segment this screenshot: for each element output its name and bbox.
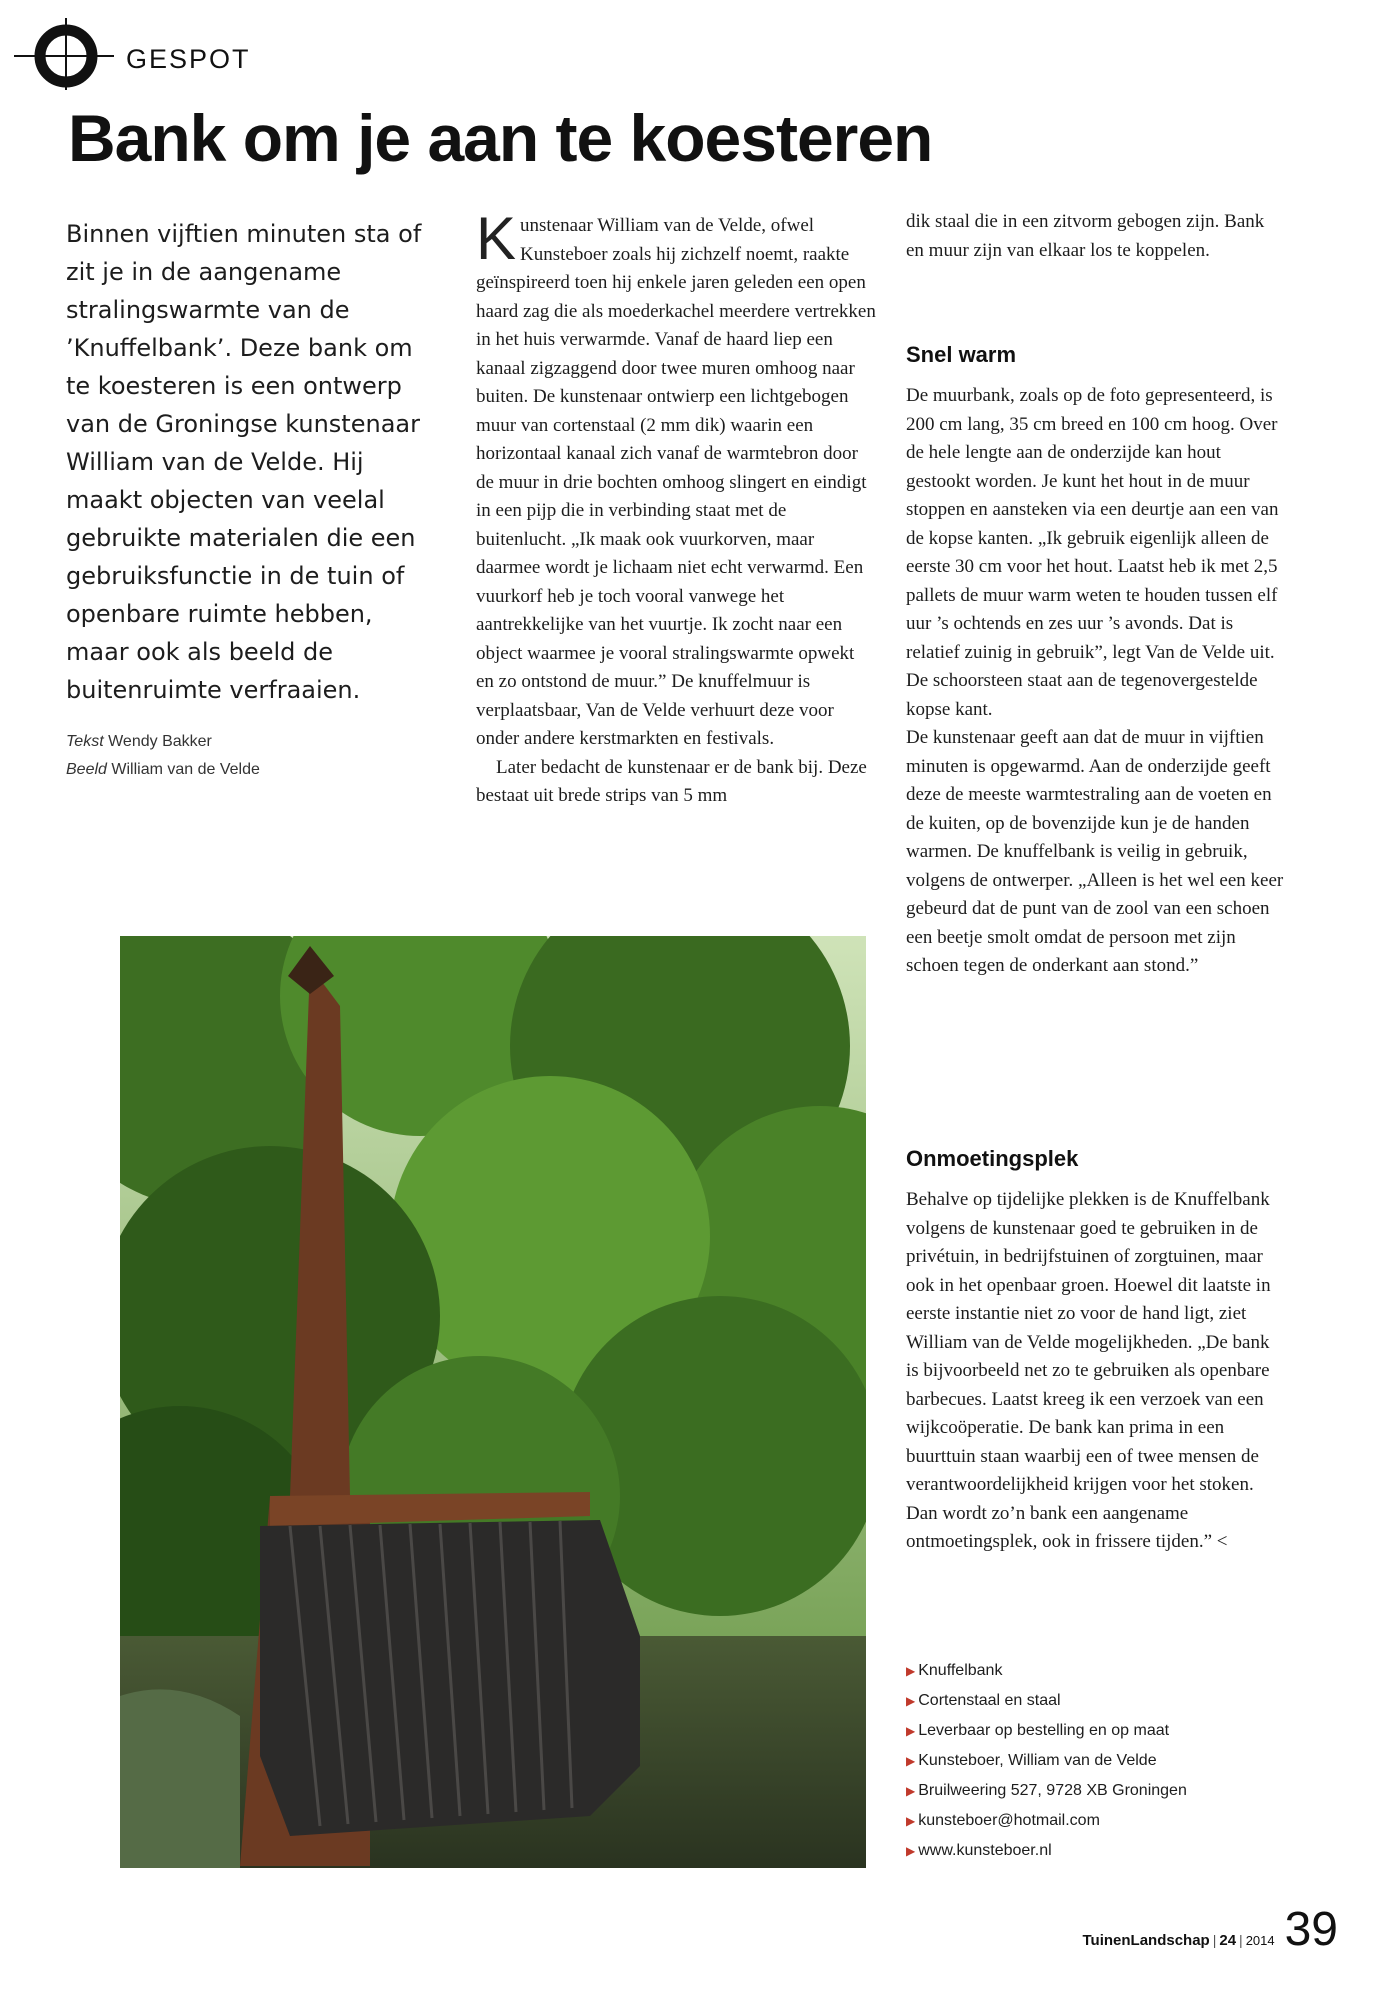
credit-text: Tekst Wendy Bakker: [66, 733, 212, 750]
body-paragraph: dik staal die in een zitvorm gebogen zijn. Bank en muur zijn van elkaar los te koppelen.: [906, 211, 1265, 261]
triangle-bullet-icon: ▶: [906, 1694, 916, 1708]
email-link[interactable]: kunsteboer@hotmail.com: [918, 1812, 1100, 1829]
drop-cap: K: [476, 205, 517, 272]
knuffelbank-photo-image: [120, 936, 866, 1868]
triangle-bullet-icon: ▶: [906, 1724, 916, 1738]
body-paragraph: De muurbank, zoals op de foto gepresenteerd, is 200 cm lang, 35 cm breed en 100 cm hoog. Over de hele lengte aan de onderzijde kan hout gestookt worden. Je kunt het hout in de muur stoppen en aansteken via een deurtje aan een van de kopse kanten. „Ik gebruik eigenlijk alleen de eerste 30 cm voor het hout. Laatst heb ik met 2,5 pallets de muur warm weten te houden tussen elf uur ’s ochtends en zes uur ’s avonds. Dat is relatief zuinig in gebruik”, legt Van de Velde uit. De schoorsteen staat aan de tegenovergestelde kopse kant.: [906, 385, 1279, 720]
article-title: Bank om je aan te koesteren: [68, 101, 933, 175]
triangle-bullet-icon: ▶: [906, 1664, 916, 1678]
list-item: ▶ Leverbaar op bestelling en op maat: [906, 1722, 1170, 1739]
bench-photo: [120, 936, 866, 1868]
list-item[interactable]: [906, 1836, 1187, 1866]
list-item[interactable]: [906, 1806, 1187, 1836]
list-item: ▶ Knuffelbank: [906, 1662, 1003, 1679]
body-column-2: [476, 205, 876, 811]
triangle-bullet-icon: ▶: [906, 1754, 916, 1768]
triangle-bullet-icon: ▶: [906, 1784, 916, 1798]
website-link[interactable]: www.kunsteboer.nl: [918, 1842, 1052, 1859]
triangle-bullet-icon: ▶: [906, 1814, 916, 1828]
magazine-name: TuinenLandschap: [1082, 1932, 1210, 1949]
list-item: ▶ Cortenstaal en staal: [906, 1692, 1061, 1709]
body-paragraph: Kunstenaar William van de Velde, ofwel Kunsteboer zoals hij zichzelf noemt, raakte geïnspireerd toen hij enkele jaren geleden een open haard zag die als moederkachel meerdere vertrekken in het huis verwarmde. Vanaf de haard liep een kanaal zigzaggend door twee muren omhoog naar buiten. De kunstenaar ontwierp een lichtgebogen muur van cortenstaal (2 mm dik) waarin een horizontaal kanaal zich vanaf de warmtebron door de muur in drie bochten omhoog slingert en eindigt in een pijp die in verbinding staat met de buitenlucht. „Ik maak ook vuurkorven, maar daarmee wordt je lichaam niet echt verwarmd. Een vuurkorf heb je toch vooral vanwege het aantrekkelijke van het vuurtje. Ik zocht naar een object waarmee je vooral stralingswarmte opwekt en zo ontstond de muur.” De knuffelmuur is verplaatsbaar, Van de Velde verhuurt deze voor onder andere kerstmarkten en festivals.: [476, 205, 876, 749]
crosshair-logo-icon: [14, 18, 124, 90]
subheading-onmoetingsplek: Onmoetingsplek: [906, 1146, 1079, 1171]
body-paragraph: Behalve op tijdelijke plekken is de Knuffelbank volgens de kunstenaar goed te gebruiken in de privétuin, in bedrijfstuinen of zorgtuinen, maar ook in het openbaar groen. Hoewel dit laatste in eerste instantie niet zo voor de hand ligt, ziet William van de Velde mogelijkheden. „De bank is bijvoorbeeld net zo te gebruiken als openbare barbecues. Laatst kreeg ik een verzoek van een wijkcoöperatie. De bank kan prima in een buurttuin staan waarbij een of twee mensen de verantwoordelijkheid krijgen voor het stoken. Dan wordt zo’n bank een aangename ontmoetingsplek, ook in frissere tijden.” <: [906, 1189, 1271, 1552]
body-paragraph: De kunstenaar geeft aan dat de muur in vijftien minuten is opgewarmd. Aan de onderzijde geeft deze de meeste warmtestraling aan de voeten en de kuiten, op de bovenzijde kun je de handen warmen. De knuffelbank is veilig in gebruik, volgens de ontwerper. „Alleen is het wel een keer gebeurd dat de punt van de zool van een schoen een beetje smolt omdat de persoon met zijn schoen tegen de onderkant aan stond.”: [906, 727, 1284, 976]
article-intro: Binnen vijftien minuten sta of zit je in de aangename stralingswarmte van de ’Knuffelbank’. Deze bank om te koesteren is een ontwerp van de Groningse kunstenaar William van de Velde. Hij maakt objecten van veelal gebruikte materialen die een gebruiksfunctie in de tuin of openbare ruimte hebben, maar ook als beeld de buitenruimte verfraaien.: [66, 220, 422, 704]
body-column-3-middle: [906, 382, 1286, 981]
section-marker: [14, 18, 251, 90]
list-item: ▶ Kunsteboer, William van de Velde: [906, 1752, 1157, 1769]
list-item: ▶ Bruilweering 527, 9728 XB Groningen: [906, 1782, 1187, 1799]
page-number: 39: [1284, 1903, 1338, 1956]
issue-number: 24: [1219, 1932, 1237, 1949]
subheading-snel-warm: Snel warm: [906, 342, 1017, 367]
fact-list: [906, 1656, 1187, 1866]
body-column-3-bottom: [906, 1186, 1286, 1557]
body-paragraph: Later bedacht de kunstenaar er de bank bij. Deze bestaat uit brede strips van 5 mm: [476, 756, 867, 806]
body-column-3-top: [906, 208, 1286, 265]
credits: [66, 728, 260, 784]
issue-year: 2014: [1245, 1933, 1275, 1948]
triangle-bullet-icon: ▶: [906, 1844, 916, 1858]
section-label: GESPOT: [126, 44, 251, 74]
credit-image: Beeld William van de Velde: [66, 761, 260, 778]
page-footer: TuinenLandschap | 24 | 2014 39: [1082, 1903, 1338, 1956]
